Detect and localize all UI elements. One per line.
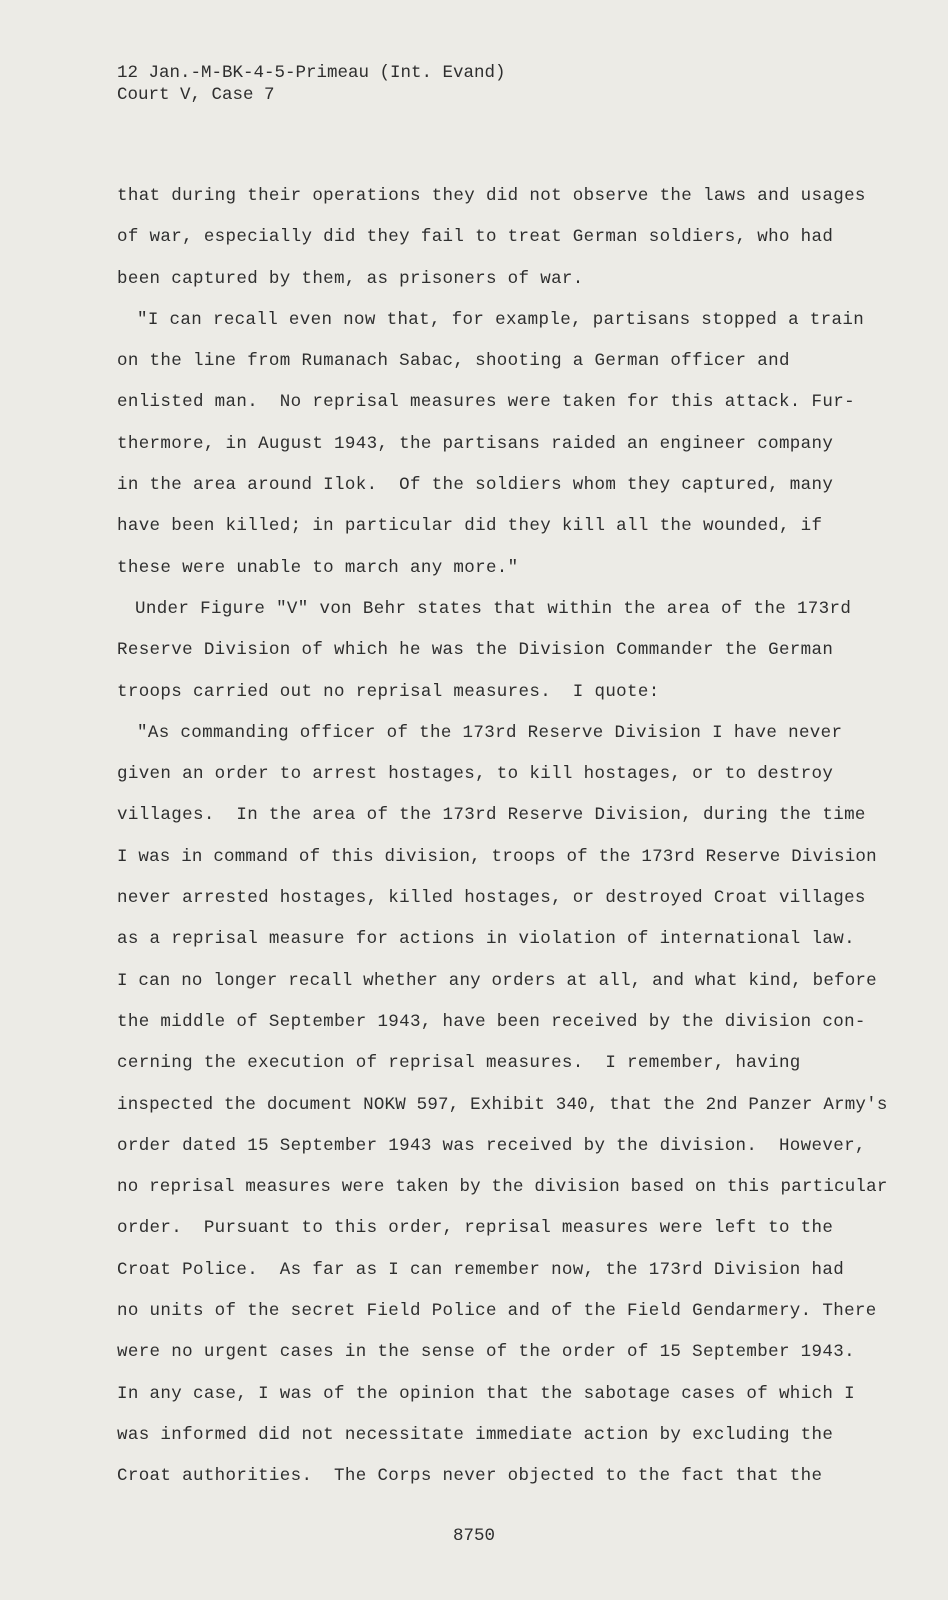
text-line: on the line from Rumanach Sabac, shooting a German officer and [117, 351, 790, 372]
text-line: given an order to arrest hostages, to kill hostages, or to destroy [117, 764, 834, 785]
text-line: never arrested hostages, killed hostages, or destroyed Croat villages [117, 888, 866, 909]
text-line: order dated 15 September 1943 was received by the division. However, [117, 1135, 866, 1156]
text-line: Under Figure "V" von Behr states that within the area of the 173rd [135, 598, 852, 619]
document-body [117, 185, 937, 1507]
text-line: Croat authorities. The Corps never objected to the fact that the [117, 1466, 823, 1487]
text-line: I was in command of this division, troops of the 173rd Reserve Division [117, 846, 877, 867]
text-line: that during their operations they did not observe the laws and usages [117, 186, 866, 206]
text-line: in the area around Ilok. Of the soldiers whom they captured, many [117, 475, 834, 496]
text-line: were no urgent cases in the sense of the order of 15 September 1943. [117, 1342, 855, 1363]
text-line: "I can recall even now that, for example, partisans stopped a train [137, 309, 865, 330]
page-number: 8750 [452, 1526, 495, 1546]
text-line: inspected the document NOKW 597, Exhibit 340, that the 2nd Panzer Army's [117, 1094, 888, 1115]
text-line: no units of the secret Field Police and of the Field Gendarmery. There [117, 1301, 877, 1322]
text-line: been captured by them, as prisoners of war. [117, 268, 584, 289]
text-line: order. Pursuant to this order, reprisal measures were left to the [117, 1218, 834, 1239]
text-line: have been killed; in particular did they kill all the wounded, if [117, 516, 823, 537]
text-line: I can no longer recall whether any orders at all, and what kind, before [117, 970, 877, 991]
text-line: was informed did not necessitate immediate action by excluding the [117, 1424, 834, 1445]
text-line: troops carried out no reprisal measures. I quote: [117, 681, 660, 702]
text-line: of war, especially did they fail to treat German soldiers, who had [117, 227, 834, 248]
text-line: cerning the execution of reprisal measures. I remember, having [117, 1053, 801, 1074]
header-court-line: Court V, Case 7 [117, 85, 275, 105]
text-line: Reserve Division of which he was the Division Commander the German [117, 640, 834, 661]
text-line: villages. In the area of the 173rd Reserve Division, during the time [117, 805, 866, 826]
text-line: enlisted man. No reprisal measures were taken for this attack. Fur- [117, 392, 855, 413]
text-line: Croat Police. As far as I can remember now, the 173rd Division had [117, 1259, 845, 1280]
text-line: thermore, in August 1943, the partisans raided an engineer company [117, 433, 834, 454]
text-line: no reprisal measures were taken by the division based on this particular [117, 1177, 888, 1198]
text-line: In any case, I was of the opinion that the sabotage cases of which I [117, 1383, 855, 1404]
text-line: these were unable to march any more." [117, 557, 519, 578]
text-line: as a reprisal measure for actions in violation of international law. [117, 929, 855, 950]
text-line: the middle of September 1943, have been received by the division con- [117, 1011, 866, 1032]
text-line: "As commanding officer of the 173rd Reserve Division I have never [137, 722, 843, 743]
document-header [117, 62, 506, 106]
header-reference-line: 12 Jan.-M-BK-4-5-Primeau (Int. Evand) [117, 63, 506, 83]
